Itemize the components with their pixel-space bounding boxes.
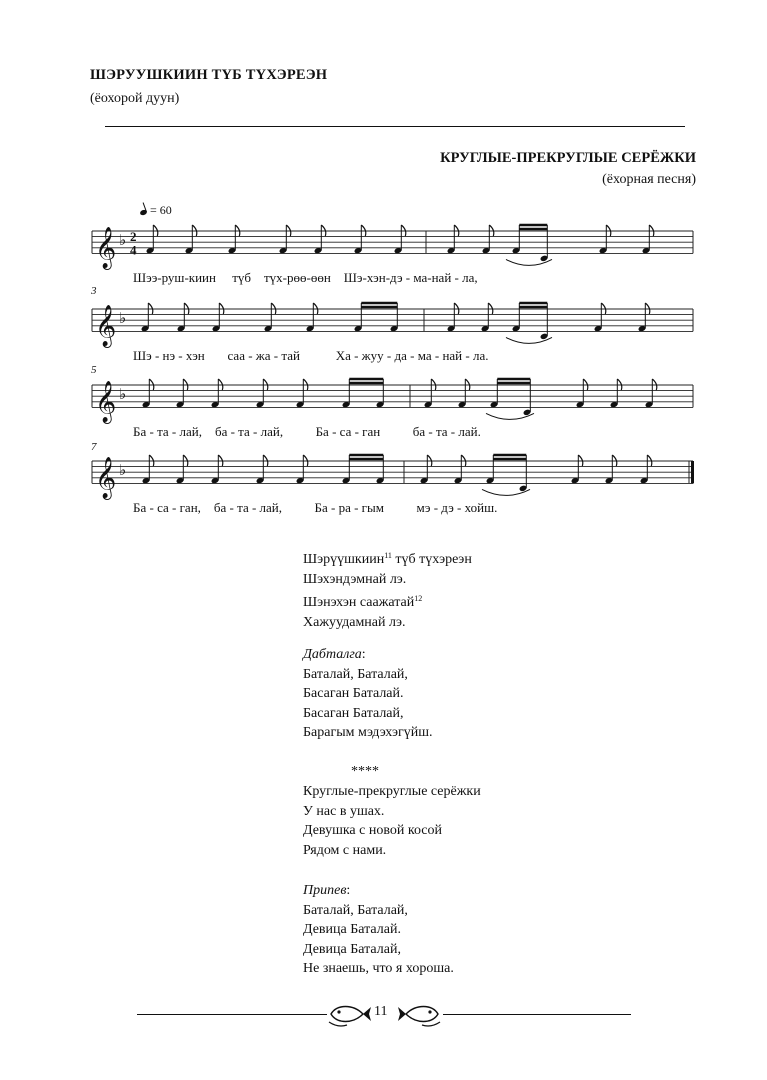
treble-clef-icon: 𝄞 — [95, 227, 117, 269]
poem-line: Басаган Баталай. — [303, 686, 404, 701]
note-flag — [183, 455, 188, 466]
poem-line: Барагым мэдэхэгүйш. — [303, 725, 433, 740]
note-flag — [583, 379, 588, 390]
footer-divider-left — [137, 1014, 327, 1015]
note-flag — [183, 379, 188, 390]
note-flag — [148, 303, 153, 314]
fish-ornament-right-icon — [396, 1000, 442, 1028]
note-flag — [235, 225, 240, 236]
note-flag — [601, 303, 606, 314]
note-flag — [149, 379, 154, 390]
note-flag — [263, 455, 268, 466]
final-barline — [691, 461, 694, 483]
poem-buryat-verse — [303, 546, 472, 632]
note-flag — [454, 225, 459, 236]
note-flag — [303, 455, 308, 466]
poem-line: Девушка с новой косой — [303, 823, 443, 838]
song-title: КРУГЛЫЕ-ПРЕКРУГЛЫЕ СЕРЁЖКИ — [440, 150, 696, 166]
note-flag — [219, 303, 224, 314]
note-flag — [488, 303, 493, 314]
poem-buryat-refrain — [303, 645, 433, 743]
poem-line: Баталай, Баталай, — [303, 666, 408, 682]
treble-clef-icon: 𝄞 — [95, 305, 117, 347]
note-flag — [361, 225, 366, 236]
header-title: ШЭРУУШКИИН ТҮБ ТҮХЭРЕЭН — [90, 67, 328, 83]
lyrics-line-4: Ба - са - ган, ба - та - лай, Ба - ра - гым мэ - дэ - хойш. — [133, 500, 498, 515]
treble-clef-icon: 𝄞 — [95, 457, 117, 499]
note-flag — [578, 455, 583, 466]
fish-ornament-left-icon — [327, 1000, 373, 1028]
note-flag — [192, 225, 197, 236]
note-flag — [153, 225, 158, 236]
note-flag — [401, 225, 406, 236]
note-flag — [263, 379, 268, 390]
poem-line: Рядом с нами. — [303, 842, 387, 858]
note-flag — [271, 303, 276, 314]
poem-separator: **** — [351, 764, 379, 779]
footnote-ref[interactable]: 12 — [414, 594, 423, 603]
key-flat-icon: ♭ — [119, 461, 127, 480]
measure-number-3: 3 — [91, 285, 97, 297]
poem-russian-refrain — [303, 881, 454, 979]
poem-line: Баталай, Баталай, — [303, 902, 408, 918]
poem-line: У нас в ушах. — [303, 803, 385, 819]
poem-line: Круглые-прекруглые серёжки — [303, 784, 481, 799]
note-flag — [489, 225, 494, 236]
footnote-ref[interactable]: 11 — [384, 551, 392, 560]
note-flag — [647, 455, 652, 466]
header-subtitle: (ёохорой дуун) — [90, 91, 180, 106]
note-flag — [612, 455, 617, 466]
key-flat-icon: ♭ — [119, 385, 127, 404]
time-signature-top: 2 — [130, 229, 137, 245]
lyrics-line-1: Шээ-руш-киин түб түх-рөө-өөн Шэ-хэн-дэ - ма-най - ла, — [133, 270, 478, 285]
note-flag — [286, 225, 291, 236]
note-flag — [427, 455, 432, 466]
note-flag — [149, 455, 154, 466]
note-flag — [218, 455, 223, 466]
lyrics-line-3: Ба - та - лай, ба - та - лай, Ба - са - ган ба - та - лай. — [133, 424, 481, 439]
treble-clef-icon: 𝄞 — [95, 381, 117, 423]
note-flag — [652, 379, 657, 390]
poem-line: Не знаешь, что я хороша. — [303, 961, 454, 976]
poem-russian-verse — [303, 782, 481, 860]
lyrics-line-2: Шэ - нэ - хэн саа - жа - тай Ха - жуу - да - ма - най - ла. — [133, 348, 489, 363]
poem-line: Девица Баталай, — [303, 941, 401, 957]
song-subtitle: (ёхорная песня) — [602, 172, 696, 187]
refrain-label: Припев: — [303, 883, 351, 898]
note-flag — [431, 379, 436, 390]
poem-line: Шэнэхэн саажатай$^{12}$ — [303, 594, 423, 610]
page-number: 11 — [374, 1004, 388, 1019]
tempo-value: = 60 — [150, 203, 172, 217]
poem-line: Шэхэндэмнай лэ. — [303, 571, 407, 587]
time-signature-bottom: 4 — [130, 242, 137, 258]
note-flag — [649, 225, 654, 236]
poem-line: Хажуудамнай лэ. — [303, 614, 406, 630]
key-flat-icon: ♭ — [119, 231, 127, 250]
note-flag — [303, 379, 308, 390]
note-flag — [617, 379, 622, 390]
poem-line: Басаган Баталай, — [303, 705, 404, 721]
note-flag — [321, 225, 326, 236]
note-flag — [606, 225, 611, 236]
poem-line: Шэрүүшкиин$^{11}$ түб түхэреэн — [303, 551, 472, 567]
note-flag — [465, 379, 470, 390]
poem-line: Девица Баталай. — [303, 922, 401, 937]
note-flag — [184, 303, 189, 314]
note-flag — [454, 303, 459, 314]
measure-number-7: 7 — [91, 441, 97, 453]
footer-divider-right — [443, 1014, 631, 1015]
note-flag — [461, 455, 466, 466]
note-flag — [218, 379, 223, 390]
key-flat-icon: ♭ — [119, 309, 127, 328]
measure-number-5: 5 — [91, 364, 97, 376]
note-flag — [645, 303, 650, 314]
refrain-label: Дабталга: — [303, 647, 366, 662]
note-flag — [313, 303, 318, 314]
